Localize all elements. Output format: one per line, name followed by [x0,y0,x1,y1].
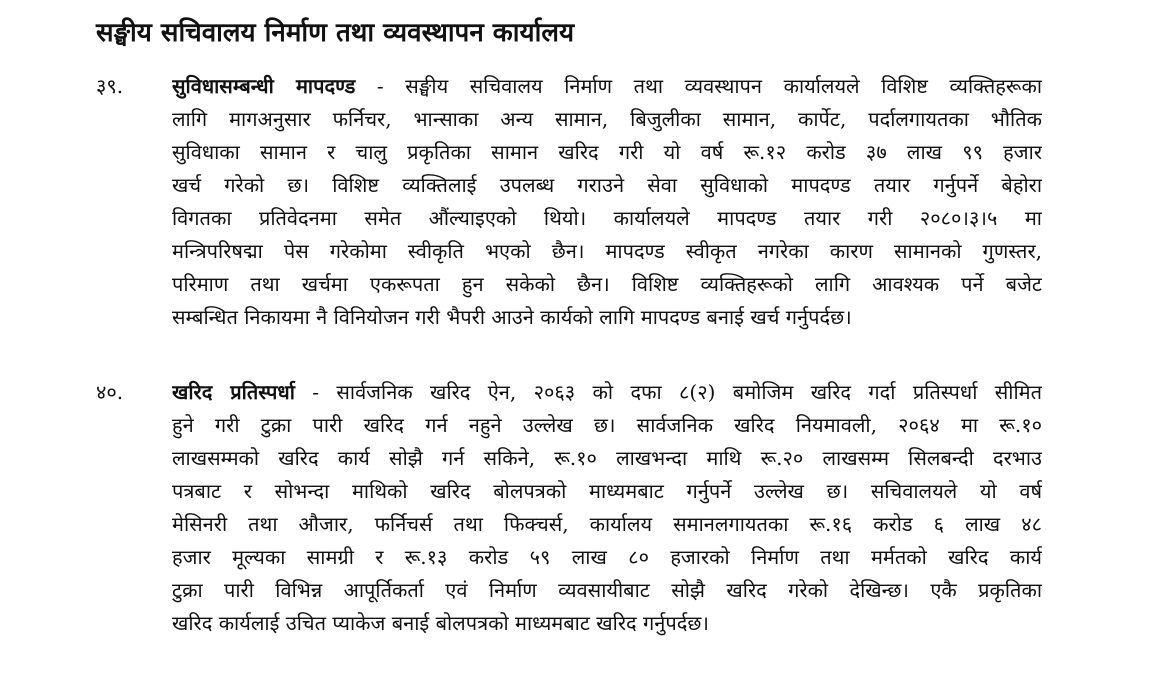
paragraph-line: विगतका प्रतिवेदनमा समेत औंल्याइएको थियो। कार्यालयले मापदण्ड तयार गरी २०८०।३।५ मा [172,206,1042,230]
paragraph-line: मेसिनरी तथा औजार, फर्निचर्स तथा फिक्चर्स, कार्यालय समानलगायतका रू.१६ करोड ६ लाख ४८ [172,512,1042,536]
paragraph-text: - सार्वजनिक खरिद ऐन, २०६३ को दफा ८(२) बमोजिम खरिद गर्दा प्रतिस्पर्धा सीमित [294,380,1042,404]
paragraph-body [172,376,1042,640]
section-heading: सङ्घीय सचिवालय निर्माण तथा व्यवस्थापन कार्यालय [96,18,575,48]
paragraph-number: ३९. [96,74,124,98]
paragraph-line: सम्बन्धित निकायमा नै विनियोजन गरी भैपरी आउने कार्यको लागि मापदण्ड बनाई खर्च गर्नुपर्दछ। [172,305,852,329]
paragraph-line: खर्च गरेको छ। विशिष्ट व्यक्तिलाई उपलब्ध गराउने सेवा सुविधाको मापदण्ड तयार गर्नुपर्ने बेहोरा [172,173,1042,197]
paragraph-line [172,376,1042,409]
paragraph-line [172,70,1042,103]
paragraph-line: लाखसम्मको खरिद कार्य सोझै गर्न सकिने, रू.१० लाखभन्दा माथि रू.२० लाखसम्म सिलबन्दी दरभाउ [172,446,1042,470]
paragraph-line: टुक्रा पारी विभिन्न आपूर्तिकर्ता एवं निर्माण व्यवसायीबाट सोझै खरिद गरेको देखिन्छ। एकै प्रकृतिका [172,578,1042,602]
paragraph-number: ४०. [96,380,124,404]
paragraph-line: सुविधाका सामान र चालु प्रकृतिका सामान खरिद गरी यो वर्ष रू.१२ करोड ३७ लाख ९९ हजार [172,140,1042,164]
paragraph-body [172,70,1042,334]
paragraph-line: हुने गरी टुक्रा पारी खरिद गर्न नहुने उल्लेख छ। सार्वजनिक खरिद नियमावली, २०६४ मा रू.१० [172,413,1042,437]
paragraph-text: - सङ्घीय सचिवालय निर्माण तथा व्यवस्थापन कार्यालयले विशिष्ट व्यक्तिहरूका [355,74,1042,98]
paragraph-line: मन्त्रिपरिषद्मा पेस गरेकोमा स्वीकृति भएको छैन। मापदण्ड स्वीकृत नगरेका कारण सामानको गुणस्तर, [172,239,1042,263]
paragraph-title: खरिद प्रतिस्पर्धा [172,380,295,404]
paragraph-title: सुविधासम्बन्धी मापदण्ड [172,74,356,98]
paragraph-line: हजार मूल्यका सामग्री र रू.१३ करोड ५९ लाख ८० हजारको निर्माण तथा मर्मतको खरिद कार्य [172,545,1042,569]
paragraph-line: खरिद कार्यलाई उचित प्याकेज बनाई बोलपत्रको माध्यमबाट खरिद गर्नुपर्दछ। [172,611,709,635]
paragraph-line: लागि मागअनुसार फर्निचर, भान्साका अन्य सामान, बिजुलीका सामान, कार्पेट, पर्दालगायतका भौतिक [172,107,1042,131]
paragraph-line: परिमाण तथा खर्चमा एकरूपता हुन सकेको छैन। विशिष्ट व्यक्तिहरूको लागि आवश्यक पर्ने बजेट [172,272,1042,296]
paragraph-line: पत्रबाट र सोभन्दा माथिको खरिद बोलपत्रको माध्यमबाट गर्नुपर्ने उल्लेख छ। सचिवालयले यो वर्ष [172,479,1042,503]
